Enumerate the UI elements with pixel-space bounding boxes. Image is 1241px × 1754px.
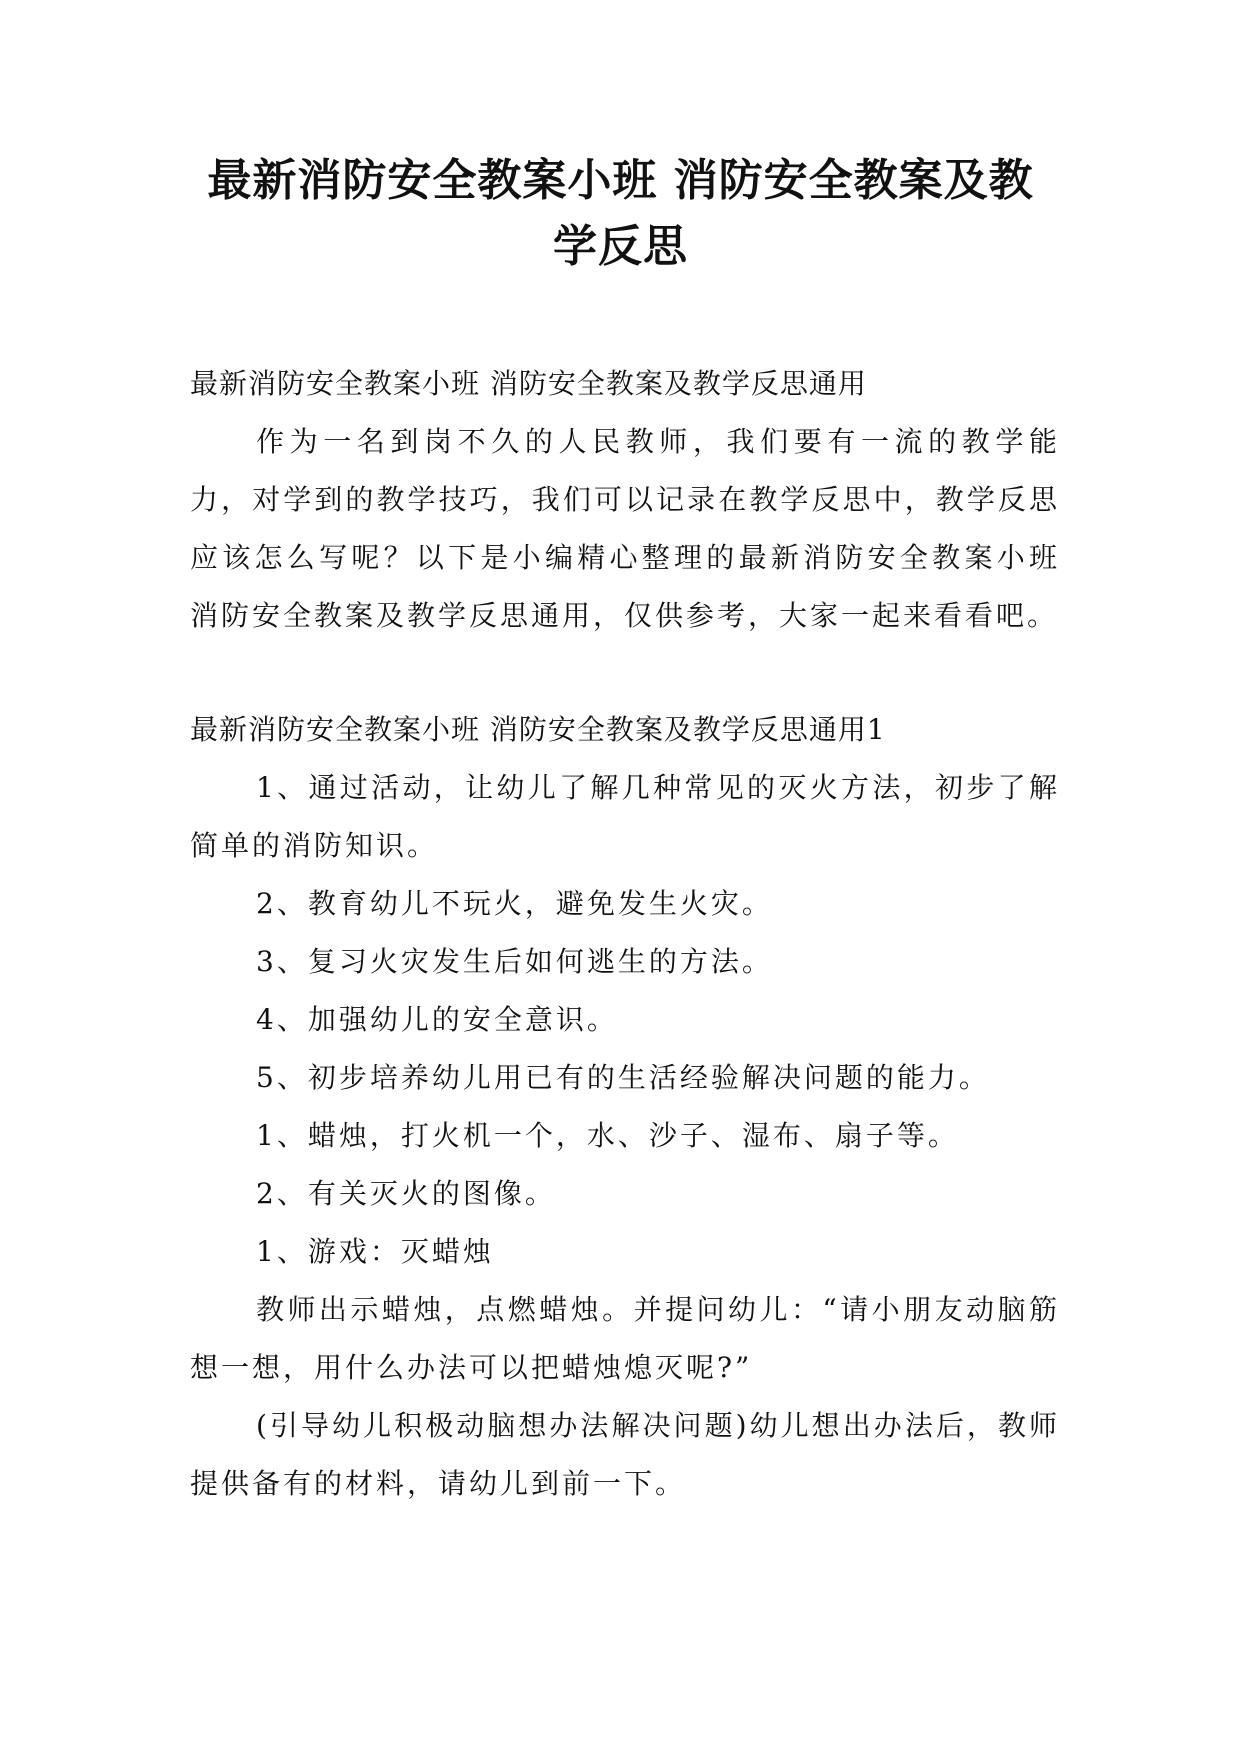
body-paragraph: 3、复习火灾发生后如何逃生的方法。 — [256, 945, 773, 978]
title-line-1: 最新消防安全教案小班 消防安全教案及教 — [207, 155, 1034, 206]
body-paragraph: 1、蜡烛，打火机一个，水、沙子、湿布、扇子等。 — [256, 1119, 959, 1152]
body-paragraph: 5、初步培养幼儿用已有的生活经验解决问题的能力。 — [256, 1061, 990, 1094]
title-line-2: 学反思 — [553, 221, 688, 272]
section-heading: 最新消防安全教案小班 消防安全教案及教学反思通用1 — [190, 713, 886, 746]
body-paragraph: 1、游戏：灭蜡烛 — [256, 1235, 494, 1268]
intro-paragraph: 作为一名到岗不久的人民教师，我们要有一流的教学能力，对学到的教学技巧，我们可以记录在教学反思中，教学反思应该怎么写呢？以下是小编精心整理的最新消防安全教案小班 消防安全教案及教学反思通用，仅供参考，大家一起来看看吧。 — [190, 425, 1060, 632]
body-paragraph: 1、通过活动，让幼儿了解几种常见的灭火方法，初步了解简单的消防知识。 — [190, 771, 1060, 862]
body-paragraph: 4、加强幼儿的安全意识。 — [256, 1003, 618, 1036]
paragraph-gap — [190, 645, 1060, 701]
document-body — [190, 355, 1060, 1513]
document-title — [150, 148, 1091, 280]
body-paragraph: 教师出示蜡烛，点燃蜡烛。并提问幼儿：“请小朋友动脑筋想一想，用什么办法可以把蜡烛熄灭呢?” — [190, 1293, 1060, 1384]
body-paragraph: 2、有关灭火的图像。 — [256, 1177, 556, 1210]
document-subtitle: 最新消防安全教案小班 消防安全教案及教学反思通用 — [190, 367, 867, 400]
body-paragraph: 2、教育幼儿不玩火，避免发生火灾。 — [256, 887, 773, 920]
body-paragraph: (引导幼儿积极动脑想办法解决问题)幼儿想出办法后，教师提供备有的材料，请幼儿到前一下。 — [190, 1409, 1060, 1500]
